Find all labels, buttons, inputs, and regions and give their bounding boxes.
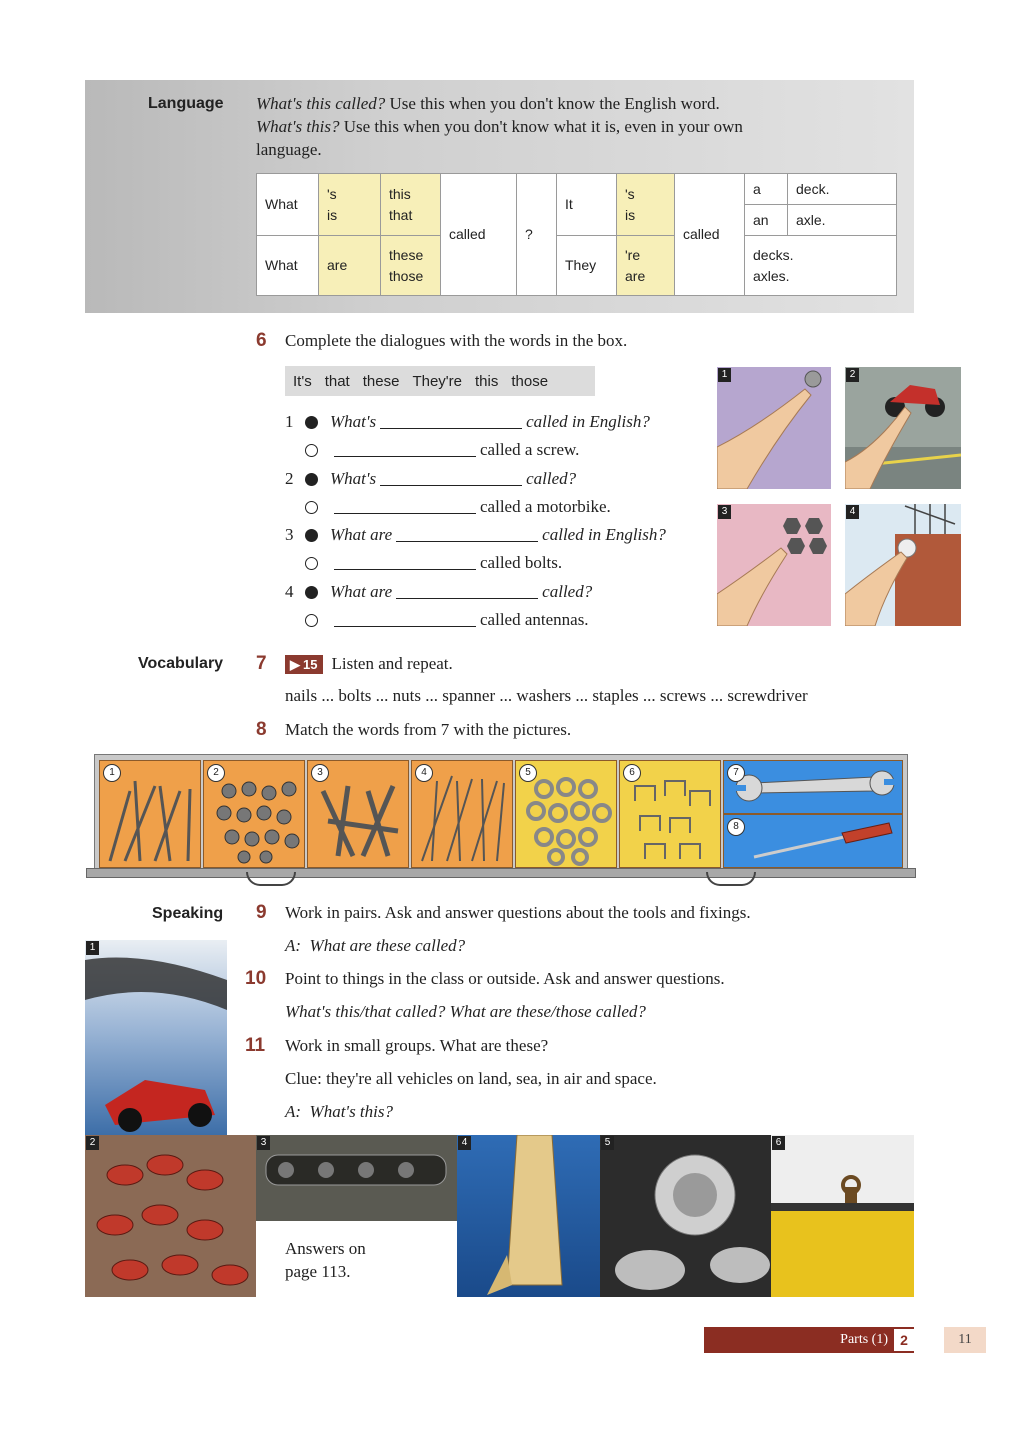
audio-track-button[interactable]: ▶ 15 [285,655,323,674]
cell-noun-axle: axle. [788,205,897,236]
unit-footer [704,1327,914,1353]
ex7-instruction: Listen and repeat. [331,654,453,673]
answer-blank[interactable] [396,528,538,542]
cell-what-1: What [257,174,319,236]
dialogue-3-question: 3 What are called in English? [285,525,666,544]
ex9-instruction: Work in pairs. Ask and answer questions about the tools and fixings. [285,903,751,922]
audio-icon: ▶ [290,657,300,672]
cell-called-2: called [675,174,745,296]
cell-question-mark: ? [517,174,557,296]
cell-dem-2: these those [381,236,441,296]
cell-pron-1: It [557,174,617,236]
dialogue-2-answer: called a motorbike. [305,495,611,519]
ex7-number: 7 [256,653,267,674]
cell-art-an: an [745,205,788,236]
answer-blank[interactable] [334,613,476,627]
answer-blank[interactable] [380,472,522,486]
speaking-label: Speaking [152,905,224,922]
unit-title: Parts (1) [840,1332,888,1347]
vocab-words: nails ... bolts ... nuts ... spanner ... washers ... staples ... screws ... screwdriver [285,686,808,705]
cell-art-a: a [745,174,788,205]
bin-staples: 6 [619,760,721,868]
fixings-tray [86,752,916,882]
picture-motorbike: 2 [845,367,961,489]
dialogue-2-question: 2 What's called? [285,469,577,488]
photo-buoy: 6 [771,1135,914,1297]
ex10-example: What's this/that called? What are these/those called? [285,1002,646,1021]
answer-blank[interactable] [334,556,476,570]
lang-line3: language. [256,140,322,159]
ex11-clue: Clue: they're all vehicles on land, sea, in air and space. [285,1069,657,1088]
speaker-b-icon [305,614,318,627]
photo-engine-parts: 2 [85,1135,256,1297]
word-item: these [362,372,400,390]
cell-verb2-1: 's is [617,174,675,236]
cell-pron-2: They [557,236,617,296]
cell-called: called [441,174,517,296]
word-item: that [324,372,350,390]
cell-verb2-2: 're are [617,236,675,296]
ex11-number: 11 [245,1035,266,1056]
language-explanation [256,92,896,161]
dialogue-4-answer: called antennas. [305,608,589,632]
ex10-instruction: Point to things in the class or outside. Ask and answer questions. [285,969,725,988]
dialogue-1-answer: called a screw. [305,438,579,462]
speaker-b-icon [305,444,318,457]
speaker-b-icon [305,557,318,570]
ex9-number: 9 [256,902,267,923]
photo-tank-tracks: 3 [256,1135,457,1221]
bin-nails: 4 [411,760,513,868]
ex11-instruction: Work in small groups. What are these? [285,1036,549,1055]
lang-line1-italic: What's this called? [256,94,386,113]
lang-line2-italic: What's this? [256,117,340,136]
bin-screwdriver: 8 [723,814,903,868]
word-item: It's [293,372,312,390]
picture-bolts: 3 [717,504,831,626]
cell-verb-2: are [319,236,381,296]
answers-note: Answers on page 113. [285,1239,366,1281]
unit-number: 2 [894,1329,914,1351]
dialogue-3-answer: called bolts. [305,551,562,575]
speaker-a-icon [305,473,318,486]
ex7-line [285,654,453,674]
photo-rocket: 4 [457,1135,600,1297]
speaker-a-icon [305,529,318,542]
grammar-table [256,173,897,296]
speaker-a-icon [305,586,318,599]
bin-bolts: 3 [307,760,409,868]
ex11-example: A: What's this? [285,1102,393,1121]
photo-motorcycle-engine: 5 [600,1135,771,1297]
answer-blank[interactable] [380,415,522,429]
dialogue-4-question: 4 What are called? [285,582,593,601]
bin-spanner: 7 [723,760,903,814]
ex6-number: 6 [256,330,267,351]
cell-plurals: decks. axles. [745,236,897,296]
speaker-b-icon [305,501,318,514]
cell-noun-deck: deck. [788,174,897,205]
dialogue-1-question: 1 What's called in English? [285,412,650,431]
answer-blank[interactable] [334,500,476,514]
ex8-instruction: Match the words from 7 with the pictures. [285,720,572,739]
picture-screw: 1 [717,367,831,489]
language-label: Language [148,95,224,112]
word-box [285,366,595,396]
cell-what-2: What [257,236,319,296]
answer-blank[interactable] [396,585,538,599]
cell-verb-1: 's is [319,174,381,236]
ex6-instruction: Complete the dialogues with the words in the box. [285,331,628,350]
bin-washers: 5 [515,760,617,868]
bin-screws: 1 [99,760,201,868]
page-number: 11 [944,1327,986,1353]
bin-nuts: 2 [203,760,305,868]
ex10-number: 10 [245,968,267,989]
word-item: They're [412,372,462,390]
answer-blank[interactable] [334,443,476,457]
word-item: this [475,372,499,390]
cell-dem-1: this that [381,174,441,236]
lang-line2-rest: Use this when you don't know what it is, even in your own [339,117,743,136]
vocabulary-label: Vocabulary [138,655,224,672]
lang-line1-rest: Use this when you don't know the English word. [385,94,720,113]
ex8-number: 8 [256,719,267,740]
photo-racing-car: 1 [85,940,227,1135]
speaker-a-icon [305,416,318,429]
word-item: those [511,372,549,390]
picture-antennas: 4 [845,504,961,626]
ex9-example: A: What are these called? [285,936,466,955]
